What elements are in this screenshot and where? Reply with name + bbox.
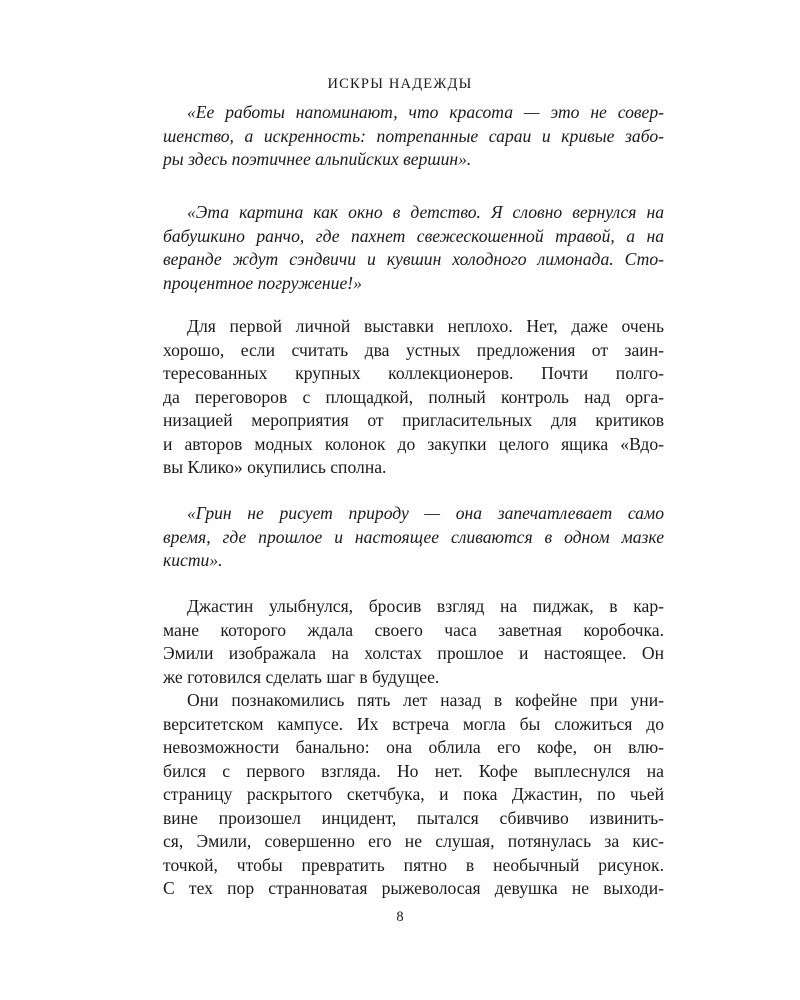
paragraph-line: верситетском кампусе. Их встреча могла бы сложиться до	[163, 713, 664, 734]
quote-block-2	[163, 201, 664, 295]
paragraph-line: невозможности банально: она облила его кофе, он влю-	[163, 737, 664, 757]
paragraph-line: ся, Эмили, совершенно его не слушая, потянулась за кис-	[163, 831, 664, 851]
quote-line: шенство, а искренность: потрепанные сараи и кривые забо-	[163, 125, 664, 146]
quote-line: «Ее работы напоминают, что красота — это не совер-	[187, 102, 664, 122]
paragraph-line: вы Клико» окупились сполна.	[163, 457, 387, 477]
quote-line: веранде ждут сэндвичи и кувшин холодного лимонада. Сто-	[163, 249, 664, 269]
paragraph-line: да переговоров с площадкой, полный контроль над орга-	[163, 386, 664, 407]
paragraph-line: хорошо, если считать два устных предложения от заин-	[163, 339, 664, 360]
quote-block-3	[163, 502, 664, 573]
paragraph-line: точкой, чтобы превратить пятно в необычный рисунок.	[163, 854, 664, 875]
paragraph-line: страницу раскрытого скетчбука, и пока Джастин, по чьей	[163, 784, 664, 804]
page-number: 8	[396, 909, 404, 925]
paragraph-line: тересованных крупных коллекционеров. Почти полго-	[163, 363, 664, 383]
quote-line: ры здесь поэтичнее альпийских вершин».	[163, 149, 472, 169]
quote-block-1	[163, 101, 664, 172]
quote-line: «Эта картина как окно в детство. Я словно вернулся на	[187, 202, 664, 222]
paragraph-line: бился с первого взгляда. Но нет. Кофе выплеснулся на	[163, 760, 664, 781]
running-header: ИСКРЫ НАДЕЖДЫ	[327, 76, 473, 92]
quote-line: кисти».	[163, 550, 223, 570]
quote-line: процентное погружение!»	[163, 272, 362, 293]
paragraph-block-2	[163, 595, 664, 901]
quote-line: время, где прошлое и настоящее сливаются в одном мазке	[163, 526, 664, 547]
paragraph-line: Для первой личной выставки неплохо. Нет, даже очень	[187, 316, 664, 336]
paragraph-block-1	[163, 315, 664, 480]
quote-line: бабушкино ранчо, где пахнет свежескошенной травой, а на	[163, 225, 664, 246]
quote-line: «Грин не рисует природу — она запечатлевает само	[187, 503, 664, 523]
paragraph-line: С тех пор странноватая рыжеволосая девушка не выходи-	[163, 878, 664, 898]
paragraph-line: мане которого ждала своего часа заветная коробочка.	[163, 619, 664, 640]
paragraph-line: Эмили изображала на холстах прошлое и настоящее. Он	[163, 643, 664, 663]
paragraph-line: Джастин улыбнулся, бросив взгляд на пиджак, в кар-	[187, 596, 664, 616]
paragraph-line: же готовился сделать шаг в будущее.	[163, 666, 440, 687]
paragraph-line: низацией мероприятия от пригласительных для критиков	[163, 410, 664, 430]
paragraph-line: и авторов модных колонок до закупки целого ящика «Вдо-	[163, 433, 664, 454]
paragraph-line: Они познакомились пять лет назад в кофейне при уни-	[187, 690, 664, 710]
paragraph-line: вине произошел инцидент, пытался сбивчиво извинить-	[163, 807, 664, 828]
